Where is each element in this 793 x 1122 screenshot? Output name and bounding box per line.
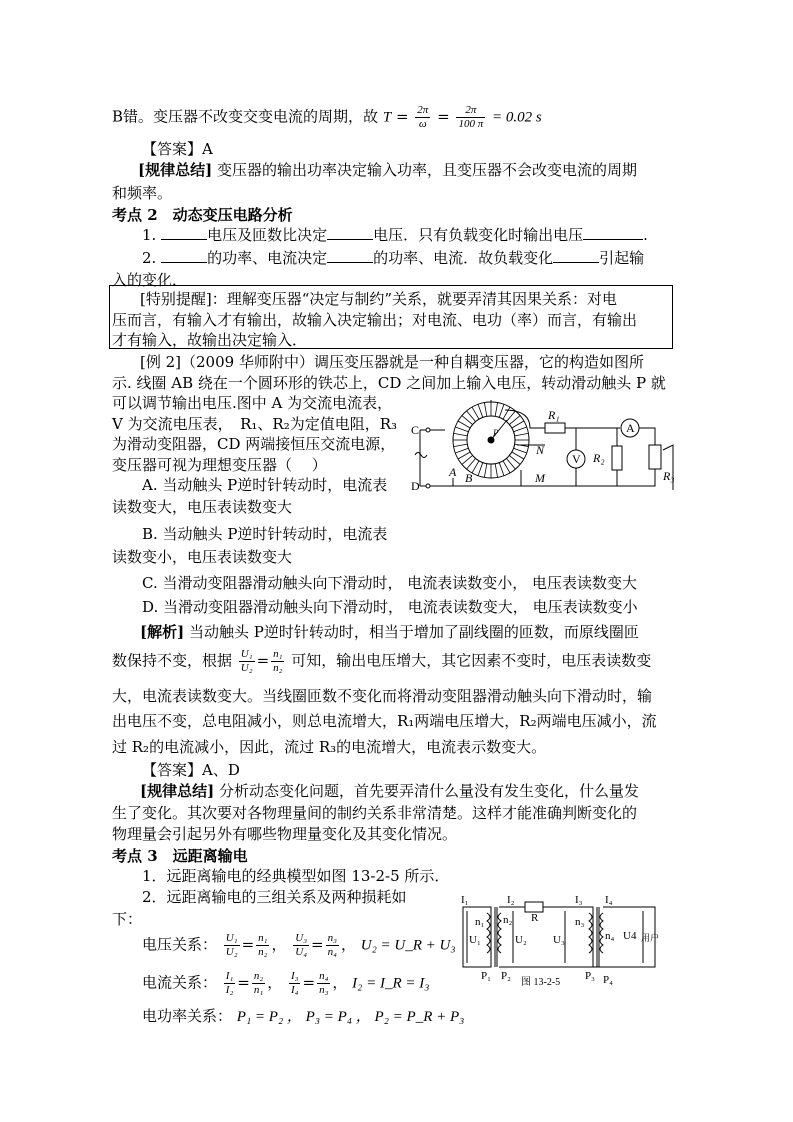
question-2: 2. 的功率、电流决定 的功率、电流．故负载变化 引起输: [142, 249, 645, 267]
fraction-2pi-100pi: $\frac{2\pi}{100 \pi}$: [458, 104, 484, 130]
coil-winding: [503, 461, 510, 473]
coil-winding: [495, 464, 497, 478]
coil-winding: [454, 444, 468, 446]
coil-winding: [472, 407, 479, 419]
example-line-6: 变压器可视为理想变压器（ ）: [112, 456, 327, 474]
transmission-point-2-cont: 下：: [112, 910, 143, 928]
option-A-1: A. 当动触头 P逆时针转动时，电流表: [142, 476, 388, 494]
rule-summary-2-line-2: 生了变化。其次要对各物理量间的制约关系非常清楚。这样才能准确判断变化的: [112, 804, 638, 822]
answer-1: 【答案】A: [142, 140, 213, 158]
coil-winding: [467, 458, 476, 469]
coil-winding: [515, 433, 529, 435]
coil-winding: [472, 461, 479, 473]
coil-winding: [458, 452, 470, 459]
option-D: D. 当滑动变阻器滑动触头向下滑动时， 电流表读数变大， 电压表读数变小: [142, 598, 638, 616]
coil-winding: [499, 404, 504, 417]
current-relation: 电流关系： $\frac{\text{I₁}}{\text{I₂}}$ = $\frac{\text{n₂}}{\text{n₁}}$ ， $\frac{\text{I₃}}{\text{I₄}}$ = $\frac{\text{n₄}}{\text{n₃}}$ ， I₂ = I_R = I₃: [142, 970, 430, 996]
coil-winding: [503, 407, 510, 419]
analysis-line-3: 大，电流表读数变大。当线圈匝数不变化而将滑动变阻器滑动触头向下滑动时，输: [112, 687, 653, 705]
tip-line-1: [特别提醒]：理解变压器“决定与制约”关系，就要弄清其因果关系：对电: [140, 290, 618, 308]
label-I4: I₄: [605, 894, 613, 906]
label-R2: R₂: [593, 451, 605, 465]
label-U1: U₁: [469, 934, 481, 946]
label-user: 用户: [641, 933, 660, 943]
line-period: [112, 104, 542, 131]
label-n1: n₁: [475, 916, 485, 928]
result: = 0.02 s: [492, 109, 542, 126]
label-I3: I₃: [575, 894, 583, 906]
section-heading-3: 考点 3 远距离输电: [112, 847, 248, 865]
math-T: T: [382, 109, 392, 126]
label-I1: I₁: [461, 894, 469, 906]
option-C: C. 当滑动变阻器滑动触头向下滑动时， 电流表读数变小， 电压表读数变大: [142, 574, 638, 592]
transmission-model-diagram: [455, 893, 665, 993]
label-C: C: [411, 423, 420, 437]
label-R3: R₃: [663, 469, 675, 483]
label-U2: U₂: [515, 934, 527, 946]
label-n4: n₄: [605, 930, 615, 942]
label-B: B: [465, 471, 473, 485]
ammeter-label: A: [626, 421, 635, 435]
label-R: R: [531, 912, 539, 924]
coil-winding: [484, 403, 486, 417]
question-2-cont: 入的变化．: [112, 271, 188, 289]
analysis-line-4: 出电压不变，总电阻减小，则总电流增大，R₁两端电压增大，R₂两端电压减小，流: [112, 712, 657, 730]
analysis-line-5: 过 R₂的电流减小，因此，流过 R₃的电流增大，电流表示数变大。: [112, 738, 547, 756]
example-line-3: 可以调节输出电压.图中 A 为交流电流表，: [112, 394, 393, 412]
label-P: P: [493, 428, 499, 438]
coil-winding: [455, 448, 468, 453]
voltage-relation: 电压关系： $\frac{\text{U₁}}{\text{U₂}}$ = $\frac{\text{n₁}}{\text{n₂}}$ ， $\frac{\text{U₃}}{\text{U₄}}$ = $\frac{\text{n₃}}{\text{n₄}}$ ， U₂ = U_R + U₃: [142, 932, 456, 958]
coil-winding: [454, 433, 468, 435]
coil-winding: [467, 411, 476, 422]
coil-winding: [462, 455, 473, 464]
analysis-line-1: [解析] 当动触头 P逆时针转动时，相当于增加了副线圈的匝数，而原线圈匝: [140, 623, 639, 641]
coil-winding: [499, 463, 504, 476]
coil-winding: [509, 416, 520, 425]
coil-winding: [478, 404, 483, 417]
fraction-U1-U2: $\frac{\text{U₁}}{\text{U₂}}$: [240, 648, 253, 674]
label-I2: I₂: [507, 894, 515, 906]
label-R1: R₁: [548, 408, 560, 422]
fraction-n1-n2: $\frac{\text{n₁}}{\text{n₂}}$: [273, 648, 283, 674]
section-heading-2: 考点 2 动态变压电路分析: [112, 206, 293, 224]
coil-winding: [509, 455, 520, 464]
eq: =: [437, 107, 450, 126]
label-P3: P₃: [585, 970, 595, 982]
rule-summary-2-line-1: [规律总结] 分析动态变化问题，首先要弄清什么量没有发生变化，什么量发: [140, 782, 639, 800]
option-A-2: 读数变大，电压表读数变大: [112, 498, 293, 516]
example-line-2: 示. 线圈 AB 绕在一个圆环形的铁芯上，CD 之间加上输入电压，转动滑动触头 P 就: [112, 374, 666, 392]
fraction-2pi-omega: $\frac{2\pi}{\omega}$: [417, 104, 429, 130]
label-N: N: [536, 443, 545, 457]
example-line-5: 为滑动变阻器，CD 两端接恒压交流电源，: [112, 435, 396, 453]
example-line-4: V 为交流电压表， R₁、R₂为定值电阻，R₃: [112, 415, 398, 433]
label-U4: U4: [623, 930, 637, 942]
rule-summary-1-cont: 和频率。: [112, 184, 173, 202]
coil-winding: [514, 427, 527, 432]
label-U3: U₃: [553, 934, 565, 946]
example-line-1: [例 2]（2009 华师附中）调压变压器就是一种自耦变压器，它的构造如图所: [140, 353, 644, 371]
coil-winding: [455, 427, 468, 432]
transmission-point-2: 2．远距离输电的三组关系及两种损耗如: [142, 888, 407, 906]
eq: =: [395, 107, 409, 126]
text: B错。变压器不改变交变电流的周期，故: [112, 107, 379, 126]
label-P4: P₄: [603, 974, 613, 986]
coil-winding: [512, 421, 524, 428]
label-A: A: [449, 465, 457, 479]
analysis-line-2: 数保持不变，根据 $\frac{\text{U₁}}{\text{U₂}}$ = $\frac{\text{n₁}}{\text{n₂}}$ 可知，输出电压增大，其它因素不变时，电压表读数变: [112, 648, 652, 674]
autotransformer-circuit-diagram: [405, 400, 695, 500]
coil-winding: [484, 464, 486, 478]
coil-winding: [462, 416, 473, 425]
label-P1: P₁: [481, 970, 491, 982]
transmission-point-1: 1．远距离输电的经典模型如图 13-2-5 所示．: [142, 867, 450, 885]
answer-2: 【答案】A、D: [142, 761, 240, 779]
question-1: 1. 电压及匝数比决定 电压．只有负载变化时输出电压 .: [142, 226, 648, 244]
coil-winding: [458, 421, 470, 428]
power-relation: 电功率关系： P₁ = P₂ ， P₃ = P₄ ， P₂ = P_R + P₃: [142, 1007, 465, 1025]
coil-winding: [506, 458, 515, 469]
option-B-2: 读数变小，电压表读数变大: [112, 548, 293, 566]
label-n2: n₂: [503, 914, 513, 926]
rule-summary-1: [规律总结] 变压器的输出功率决定输入功率，且变压器不会改变电流的周期: [138, 161, 637, 179]
label-M: M: [535, 471, 545, 485]
label-n3: n₃: [575, 916, 585, 928]
tip-line-2: 压而言，有输入才有输出，故输入决定输出；对电流、电功（率）而言，有输出: [112, 311, 638, 329]
voltmeter-label: V: [572, 452, 581, 466]
coil-winding: [514, 448, 527, 453]
rule-summary-2-line-3: 物理量会引起另外有哪些物理量变化及其变化情况。: [112, 825, 458, 843]
label-D: D: [411, 479, 420, 493]
label-P2: P₂: [501, 970, 511, 982]
option-B-1: B. 当动触头 P逆时针转动时，电流表: [142, 525, 388, 543]
coil-winding: [506, 411, 515, 422]
figure-caption: 图 13-2-5: [521, 977, 561, 988]
tip-line-3: 才有输入，故输出决定输入．: [112, 331, 308, 349]
coil-winding: [512, 452, 524, 459]
coil-winding: [478, 463, 483, 476]
coil-winding: [495, 403, 497, 417]
